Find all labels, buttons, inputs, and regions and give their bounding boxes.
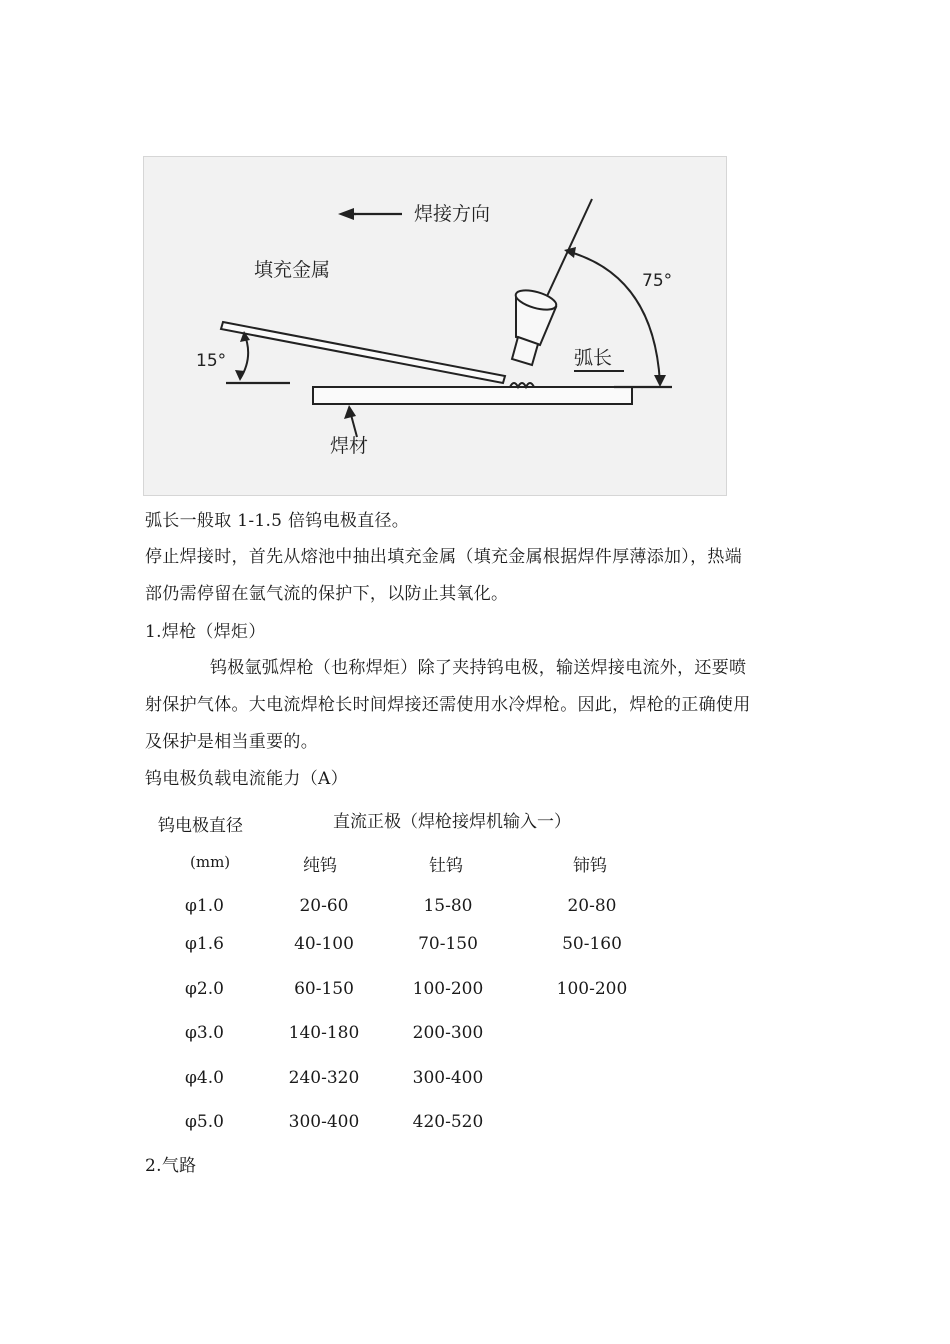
welding-diagram [143, 156, 727, 496]
torch-paragraph-line-2: 射保护气体。大电流焊枪长时间焊接还需使用水冷焊枪。因此，焊枪的正确使用 [145, 695, 751, 715]
table-cell-pure: 140-180 [288, 1023, 360, 1043]
stop-welding-line-2: 部仍需停留在氩气流的保护下，以防止其氧化。 [145, 584, 509, 604]
table-cell-thoriated: 15-80 [423, 896, 473, 916]
torch-angle-label: 75° [642, 271, 673, 291]
workpiece-label: 焊材 [330, 435, 369, 457]
header-diameter: 钨电极直径 [158, 816, 243, 836]
section-2-heading: 2.气路 [145, 1156, 197, 1176]
table-cell-thoriated: 200-300 [412, 1023, 484, 1043]
table-cell-thoriated: 70-150 [418, 934, 478, 954]
table-cell-pure: 40-100 [294, 934, 354, 954]
table-cell-ceriated: 100-200 [556, 979, 628, 999]
column-ceriated-tungsten: 铈钨 [573, 856, 607, 876]
table-cell-diameter: φ5.0 [185, 1112, 224, 1132]
table-cell-diameter: φ1.6 [185, 934, 224, 954]
section-1-heading: 1.焊枪（焊炬） [145, 622, 266, 642]
table-cell-ceriated: 50-160 [562, 934, 622, 954]
table-cell-diameter: φ2.0 [185, 979, 224, 999]
welding-direction-label: 焊接方向 [414, 203, 491, 225]
table-cell-diameter: φ4.0 [185, 1068, 224, 1088]
table-cell-thoriated: 100-200 [412, 979, 484, 999]
header-dc-positive: 直流正极（焊枪接焊机输入一） [333, 812, 571, 832]
table-cell-pure: 60-150 [294, 979, 354, 999]
table-cell-thoriated: 420-520 [412, 1112, 484, 1132]
column-pure-tungsten: 纯钨 [303, 856, 337, 876]
torch-nozzle [512, 287, 558, 365]
table-caption: 钨电极负载电流能力（A） [145, 769, 348, 789]
stop-welding-line-1: 停止焊接时，首先从熔池中抽出填充金属（填充金属根据焊件厚薄添加），热端 [145, 547, 742, 567]
table-cell-diameter: φ3.0 [185, 1023, 224, 1043]
workpiece-plate [313, 387, 632, 404]
torch-paragraph-line-3: 及保护是相当重要的。 [145, 732, 318, 752]
torch-paragraph-line-1: 钨极氩弧焊枪（也称焊炬）除了夹持钨电极，输送焊接电流外，还要喷 [210, 658, 747, 678]
table-cell-pure: 240-320 [288, 1068, 360, 1088]
column-thoriated-tungsten: 钍钨 [429, 856, 463, 876]
arc-length-note: 弧长一般取 1-1.5 倍钨电极直径。 [145, 511, 410, 531]
table-cell-pure: 20-60 [299, 896, 349, 916]
arc-length-label: 弧长 [574, 347, 613, 369]
table-cell-pure: 300-400 [288, 1112, 360, 1132]
direction-arrow [338, 208, 402, 220]
table-cell-thoriated: 300-400 [412, 1068, 484, 1088]
filler-rod [221, 322, 505, 383]
header-unit: (mm) [190, 853, 231, 871]
filler-metal-label: 填充金属 [254, 259, 331, 281]
table-cell-diameter: φ1.0 [185, 896, 224, 916]
table-cell-ceriated: 20-80 [567, 896, 617, 916]
filler-angle-label: 15° [196, 351, 227, 371]
